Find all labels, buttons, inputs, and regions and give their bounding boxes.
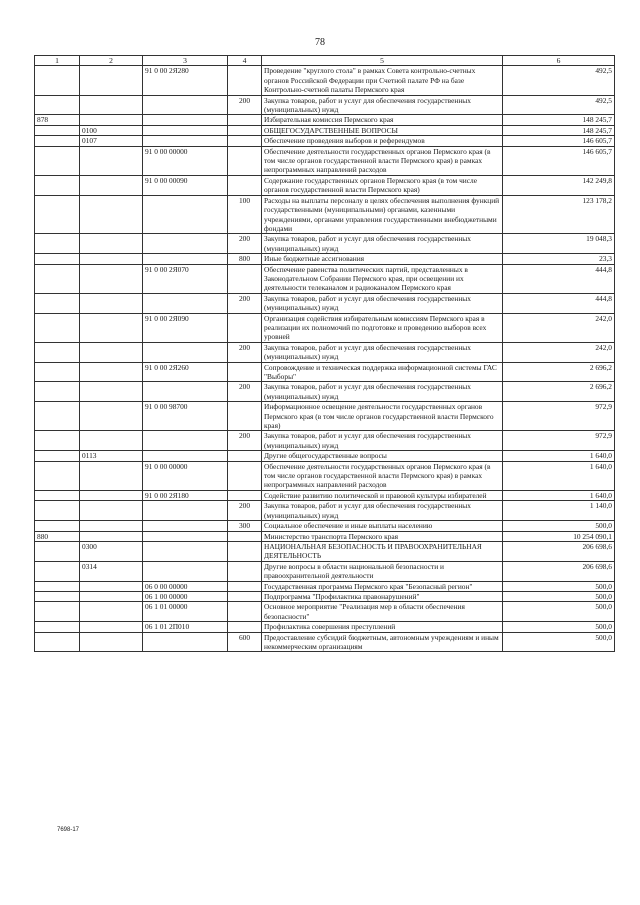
section-code-cell <box>80 531 143 541</box>
description-cell: Закупка товаров, работ и услуг для обеспечения государственных (муниципальных) нужд <box>262 293 503 313</box>
ministry-code-cell <box>35 451 80 461</box>
ministry-code-cell: 880 <box>35 531 80 541</box>
target-article-code-cell: 91 0 00 00000 <box>143 146 228 175</box>
amount-cell: 123 178,2 <box>503 195 615 234</box>
amount-cell: 1 640,0 <box>503 490 615 500</box>
footer-document-code: 7698-17 <box>57 827 80 833</box>
expense-type-code-cell <box>228 146 262 175</box>
target-article-code-cell <box>143 293 228 313</box>
target-article-code-cell <box>143 195 228 234</box>
ministry-code-cell <box>35 313 80 342</box>
table-row <box>35 293 615 313</box>
description-cell: Организация содействия избирательным комиссиям Пермского края в реализации их полномочий по подготовке и проведению выборов всех уровней <box>262 313 503 342</box>
table-row <box>35 431 615 451</box>
expense-type-code-cell <box>228 264 262 293</box>
expense-type-code-cell <box>228 451 262 461</box>
target-article-code-cell: 91 0 00 00090 <box>143 175 228 195</box>
table-row <box>35 125 615 135</box>
table-row <box>35 541 615 561</box>
ministry-code-cell <box>35 175 80 195</box>
section-code-cell: 0100 <box>80 125 143 135</box>
expense-type-code-cell: 200 <box>228 501 262 521</box>
description-cell: Профилактика совершения преступлений <box>262 622 503 632</box>
section-code-cell <box>80 490 143 500</box>
ministry-code-cell <box>35 362 80 382</box>
table-row <box>35 195 615 234</box>
ministry-code-cell <box>35 622 80 632</box>
target-article-code-cell: 06 1 01 2П010 <box>143 622 228 632</box>
header-col-2: 2 <box>80 56 143 66</box>
amount-cell: 500,0 <box>503 602 615 622</box>
description-cell: Обеспечение равенства политических партий, представленных в Законодательном Собрании Пермского края, при освещении их деятельности телеканалом и радиоканалом Пермского края <box>262 264 503 293</box>
amount-cell: 142 249,8 <box>503 175 615 195</box>
description-cell: Закупка товаров, работ и услуг для обеспечения государственных (муниципальных) нужд <box>262 342 503 362</box>
expense-type-code-cell <box>228 490 262 500</box>
section-code-cell <box>80 591 143 601</box>
description-cell: Информационное освещение деятельности государственных органов Пермского края (в том числе органов государственной власти Пермского края) <box>262 402 503 431</box>
amount-cell: 492,5 <box>503 66 615 95</box>
description-cell: Сопровождение и техническая поддержка информационной системы ГАС "Выборы" <box>262 362 503 382</box>
description-cell: Избирательная комиссия Пермского края <box>262 115 503 125</box>
description-cell: Обеспечение деятельности государственных органов Пермского края (в том числе органов государственной власти Пермского края) в рамках непрограммных направлений расходов <box>262 461 503 490</box>
table-row <box>35 136 615 146</box>
expense-type-code-cell <box>228 175 262 195</box>
budget-table <box>34 55 615 652</box>
expense-type-code-cell <box>228 66 262 95</box>
target-article-code-cell: 06 0 00 00000 <box>143 581 228 591</box>
ministry-code-cell <box>35 254 80 264</box>
target-article-code-cell <box>143 115 228 125</box>
description-cell: Содействие развитию политической и правовой культуры избирателей <box>262 490 503 500</box>
table-row <box>35 461 615 490</box>
section-code-cell <box>80 264 143 293</box>
expense-type-code-cell <box>228 362 262 382</box>
amount-cell: 1 140,0 <box>503 501 615 521</box>
section-code-cell <box>80 254 143 264</box>
ministry-code-cell <box>35 632 80 652</box>
amount-cell: 148 245,7 <box>503 125 615 135</box>
description-cell: Социальное обеспечение и иные выплаты населению <box>262 521 503 531</box>
expense-type-code-cell: 200 <box>228 342 262 362</box>
table-row <box>35 264 615 293</box>
table-row <box>35 382 615 402</box>
expense-type-code-cell: 100 <box>228 195 262 234</box>
ministry-code-cell <box>35 521 80 531</box>
target-article-code-cell <box>143 136 228 146</box>
ministry-code-cell <box>35 501 80 521</box>
section-code-cell <box>80 382 143 402</box>
table-row <box>35 591 615 601</box>
target-article-code-cell <box>143 342 228 362</box>
expense-type-code-cell <box>228 115 262 125</box>
expense-type-code-cell <box>228 591 262 601</box>
header-col-3: 3 <box>143 56 228 66</box>
section-code-cell <box>80 461 143 490</box>
page-number: 78 <box>315 37 325 48</box>
section-code-cell: 0314 <box>80 561 143 581</box>
target-article-code-cell <box>143 431 228 451</box>
ministry-code-cell: 878 <box>35 115 80 125</box>
expense-type-code-cell <box>228 136 262 146</box>
table-row <box>35 561 615 581</box>
amount-cell: 500,0 <box>503 632 615 652</box>
table-row <box>35 451 615 461</box>
description-cell: Обеспечение проведения выборов и референдумов <box>262 136 503 146</box>
ministry-code-cell <box>35 293 80 313</box>
ministry-code-cell <box>35 402 80 431</box>
header-col-4: 4 <box>228 56 262 66</box>
expense-type-code-cell <box>228 602 262 622</box>
description-cell: Министерство транспорта Пермского края <box>262 531 503 541</box>
expense-type-code-cell <box>228 461 262 490</box>
target-article-code-cell: 91 0 00 2Я070 <box>143 264 228 293</box>
amount-cell: 10 254 090,1 <box>503 531 615 541</box>
description-cell: ОБЩЕГОСУДАРСТВЕННЫЕ ВОПРОСЫ <box>262 125 503 135</box>
target-article-code-cell <box>143 234 228 254</box>
amount-cell: 1 640,0 <box>503 461 615 490</box>
target-article-code-cell <box>143 521 228 531</box>
description-cell: Предоставление субсидий бюджетным, автономным учреждениям и иным некоммерческим организациям <box>262 632 503 652</box>
amount-cell: 2 696,2 <box>503 362 615 382</box>
section-code-cell: 0300 <box>80 541 143 561</box>
section-code-cell: 0107 <box>80 136 143 146</box>
section-code-cell <box>80 581 143 591</box>
ministry-code-cell <box>35 382 80 402</box>
section-code-cell <box>80 146 143 175</box>
target-article-code-cell <box>143 382 228 402</box>
table-row <box>35 402 615 431</box>
table-row <box>35 234 615 254</box>
section-code-cell <box>80 95 143 115</box>
description-cell: Содержание государственных органов Пермского края (в том числе органов государственной власти Пермского края) <box>262 175 503 195</box>
description-cell: Закупка товаров, работ и услуг для обеспечения государственных (муниципальных) нужд <box>262 234 503 254</box>
section-code-cell <box>80 362 143 382</box>
header-col-1: 1 <box>35 56 80 66</box>
amount-cell: 972,9 <box>503 402 615 431</box>
table-row <box>35 66 615 95</box>
section-code-cell <box>80 293 143 313</box>
section-code-cell <box>80 521 143 531</box>
target-article-code-cell: 91 0 00 98700 <box>143 402 228 431</box>
ministry-code-cell <box>35 591 80 601</box>
target-article-code-cell <box>143 501 228 521</box>
amount-cell: 148 245,7 <box>503 115 615 125</box>
amount-cell: 146 605,7 <box>503 136 615 146</box>
amount-cell: 19 048,3 <box>503 234 615 254</box>
expense-type-code-cell <box>228 313 262 342</box>
description-cell: Проведение "круглого стола" в рамках Совета контрольно-счетных органов Российской Федерации при Счетной палате РФ на базе Контрольно-счетной палаты Пермского края <box>262 66 503 95</box>
table-row <box>35 521 615 531</box>
amount-cell: 206 698,6 <box>503 541 615 561</box>
ministry-code-cell <box>35 66 80 95</box>
description-cell: Подпрограмма "Профилактика правонарушений" <box>262 591 503 601</box>
expense-type-code-cell <box>228 541 262 561</box>
ministry-code-cell <box>35 125 80 135</box>
amount-cell: 492,5 <box>503 95 615 115</box>
description-cell: Иные бюджетные ассигнования <box>262 254 503 264</box>
expense-type-code-cell <box>228 402 262 431</box>
table-row <box>35 531 615 541</box>
section-code-cell <box>80 175 143 195</box>
target-article-code-cell <box>143 451 228 461</box>
section-code-cell <box>80 115 143 125</box>
table-row <box>35 254 615 264</box>
amount-cell: 500,0 <box>503 521 615 531</box>
ministry-code-cell <box>35 431 80 451</box>
section-code-cell <box>80 622 143 632</box>
amount-cell: 146 605,7 <box>503 146 615 175</box>
table-row <box>35 342 615 362</box>
amount-cell: 500,0 <box>503 622 615 632</box>
ministry-code-cell <box>35 541 80 561</box>
section-code-cell <box>80 342 143 362</box>
ministry-code-cell <box>35 95 80 115</box>
description-cell: Закупка товаров, работ и услуг для обеспечения государственных (муниципальных) нужд <box>262 431 503 451</box>
ministry-code-cell <box>35 461 80 490</box>
header-col-6: 6 <box>503 56 615 66</box>
ministry-code-cell <box>35 234 80 254</box>
table-row <box>35 490 615 500</box>
target-article-code-cell <box>143 561 228 581</box>
table-row <box>35 95 615 115</box>
table-row <box>35 501 615 521</box>
amount-cell: 500,0 <box>503 581 615 591</box>
table-row <box>35 632 615 652</box>
expense-type-code-cell: 800 <box>228 254 262 264</box>
table-row <box>35 362 615 382</box>
expense-type-code-cell: 200 <box>228 431 262 451</box>
section-code-cell <box>80 234 143 254</box>
amount-cell: 242,0 <box>503 313 615 342</box>
amount-cell: 972,9 <box>503 431 615 451</box>
expense-type-code-cell: 200 <box>228 234 262 254</box>
description-cell: Закупка товаров, работ и услуг для обеспечения государственных (муниципальных) нужд <box>262 382 503 402</box>
description-cell: НАЦИОНАЛЬНАЯ БЕЗОПАСНОСТЬ И ПРАВООХРАНИТЕЛЬНАЯ ДЕЯТЕЛЬНОСТЬ <box>262 541 503 561</box>
table-row <box>35 115 615 125</box>
expense-type-code-cell: 200 <box>228 382 262 402</box>
table-row <box>35 146 615 175</box>
description-cell: Закупка товаров, работ и услуг для обеспечения государственных (муниципальных) нужд <box>262 95 503 115</box>
target-article-code-cell: 91 0 00 2Я280 <box>143 66 228 95</box>
description-cell: Другие вопросы в области национальной безопасности и правоохранительной деятельности <box>262 561 503 581</box>
description-cell: Другие общегосударственные вопросы <box>262 451 503 461</box>
ministry-code-cell <box>35 490 80 500</box>
target-article-code-cell <box>143 632 228 652</box>
expense-type-code-cell <box>228 125 262 135</box>
target-article-code-cell <box>143 254 228 264</box>
expense-type-code-cell: 200 <box>228 293 262 313</box>
section-code-cell <box>80 501 143 521</box>
section-code-cell <box>80 313 143 342</box>
amount-cell: 2 696,2 <box>503 382 615 402</box>
target-article-code-cell <box>143 95 228 115</box>
amount-cell: 242,0 <box>503 342 615 362</box>
expense-type-code-cell <box>228 581 262 591</box>
table-row <box>35 175 615 195</box>
table-row <box>35 602 615 622</box>
table-row <box>35 313 615 342</box>
ministry-code-cell <box>35 561 80 581</box>
section-code-cell <box>80 66 143 95</box>
ministry-code-cell <box>35 136 80 146</box>
expense-type-code-cell <box>228 622 262 632</box>
description-cell: Государственная программа Пермского края "Безопасный регион" <box>262 581 503 591</box>
expense-type-code-cell: 600 <box>228 632 262 652</box>
section-code-cell <box>80 632 143 652</box>
ministry-code-cell <box>35 602 80 622</box>
ministry-code-cell <box>35 264 80 293</box>
ministry-code-cell <box>35 342 80 362</box>
target-article-code-cell: 91 0 00 2Я090 <box>143 313 228 342</box>
description-cell: Расходы на выплаты персоналу в целях обеспечения выполнения функций государственными (муниципальными) органами, казенными учреждениями, органами управления государственными внебюджетными фондами <box>262 195 503 234</box>
amount-cell: 444,8 <box>503 293 615 313</box>
ministry-code-cell <box>35 195 80 234</box>
target-article-code-cell: 06 1 00 00000 <box>143 591 228 601</box>
description-cell: Обеспечение деятельности государственных органов Пермского края (в том числе органов государственной власти Пермского края) в рамках непрограммных направлений расходов <box>262 146 503 175</box>
ministry-code-cell <box>35 146 80 175</box>
section-code-cell <box>80 402 143 431</box>
target-article-code-cell <box>143 541 228 561</box>
target-article-code-cell: 91 0 00 00000 <box>143 461 228 490</box>
amount-cell: 206 698,6 <box>503 561 615 581</box>
section-code-cell <box>80 602 143 622</box>
description-cell: Основное мероприятие "Реализация мер в области обеспечения безопасности" <box>262 602 503 622</box>
table-header-row <box>35 56 615 66</box>
target-article-code-cell: 91 0 00 2Я180 <box>143 490 228 500</box>
table-row <box>35 581 615 591</box>
expense-type-code-cell <box>228 531 262 541</box>
amount-cell: 500,0 <box>503 591 615 601</box>
description-cell: Закупка товаров, работ и услуг для обеспечения государственных (муниципальных) нужд <box>262 501 503 521</box>
target-article-code-cell <box>143 531 228 541</box>
expense-type-code-cell: 200 <box>228 95 262 115</box>
expense-type-code-cell <box>228 561 262 581</box>
section-code-cell <box>80 195 143 234</box>
ministry-code-cell <box>35 581 80 591</box>
amount-cell: 444,8 <box>503 264 615 293</box>
amount-cell: 1 640,0 <box>503 451 615 461</box>
target-article-code-cell <box>143 125 228 135</box>
table-row <box>35 622 615 632</box>
target-article-code-cell: 06 1 01 00000 <box>143 602 228 622</box>
amount-cell: 23,3 <box>503 254 615 264</box>
section-code-cell: 0113 <box>80 451 143 461</box>
header-col-5: 5 <box>262 56 503 66</box>
target-article-code-cell: 91 0 00 2Я260 <box>143 362 228 382</box>
expense-type-code-cell: 300 <box>228 521 262 531</box>
section-code-cell <box>80 431 143 451</box>
